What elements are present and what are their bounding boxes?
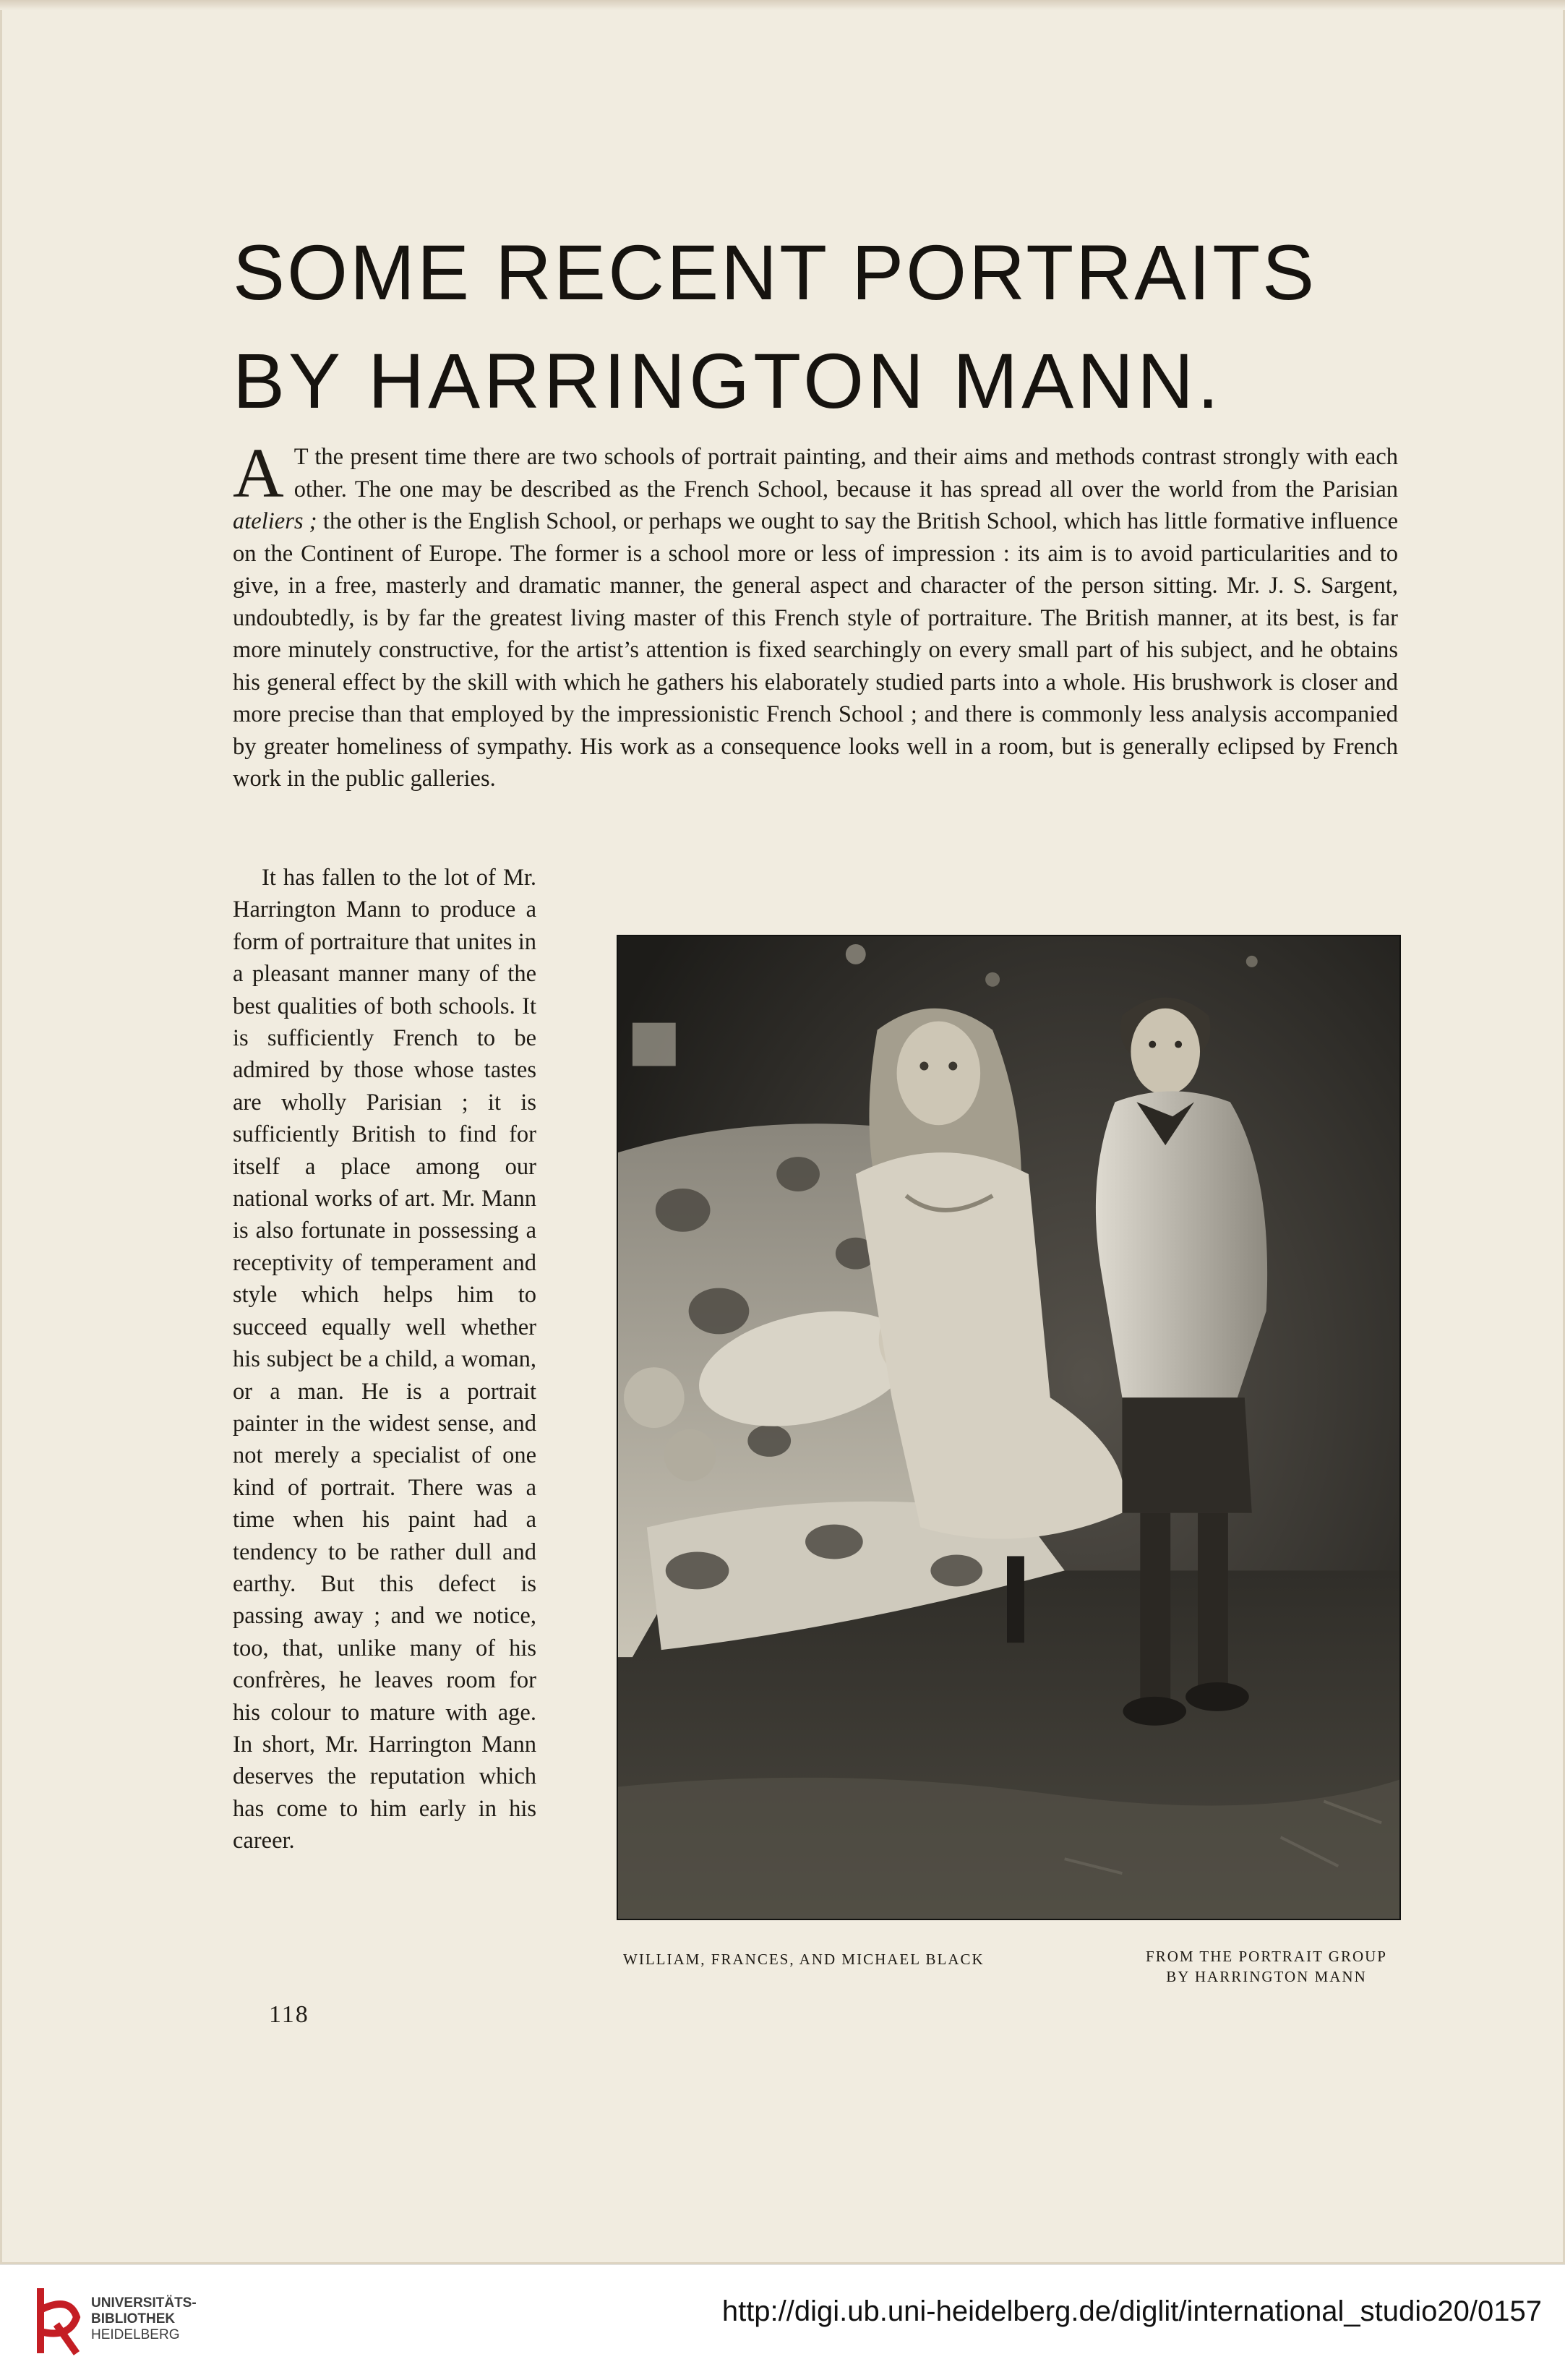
drop-cap: A — [233, 435, 284, 513]
article-title-line-1: SOME RECENT PORTRAITS — [233, 228, 1317, 316]
body-column-text: It has fallen to the lot of Mr. Harrington Mann to produce a form of portraiture that unites in a pleasant manner many of the best qualities of both schools. It is sufficiently French to be admired by those whose tastes are wholly Parisian ; it is sufficiently British to find for itself a place among our national works of art. Mr. Mann is also fortunate in possessing a receptivity of temperament and style which helps him to succeed equally well whether his subject be a child, a woman, or a man. He is a portrait painter in the widest sense, and not merely a specialist of one kind of portrait. There was a time when his paint had a tendency to be rather dull and earthy. But this defect is passing away ; and we notice, too, that, unlike many of his confrères, he leaves room for his colour to mature with age. In short, Mr. Harrington Mann deserves the reputation which has come to him early in his career. — [233, 865, 536, 1854]
caption-source-line-1: FROM THE PORTRAIT GROUP — [1146, 1948, 1387, 1965]
intro-paragraph — [233, 435, 1398, 795]
logo-line-3: HEIDELBERG — [91, 2327, 180, 2342]
article-title-line-2: BY HARRINGTON MANN. — [233, 337, 1223, 424]
page-top-edge — [0, 0, 1565, 10]
viewer-footer-bar — [0, 2264, 1565, 2380]
page-number: 118 — [269, 2001, 309, 2028]
caption-source-line-2: BY HARRINGTON MANN — [1166, 1968, 1367, 1985]
logo-line-1: UNIVERSITÄTS- — [91, 2295, 197, 2311]
logo-line-2: BIBLIOTHEK — [91, 2311, 176, 2327]
painting-illustration — [618, 936, 1399, 1919]
caption-sitters: WILLIAM, FRANCES, AND MICHAEL BLACK — [623, 1951, 985, 1968]
permalink-url[interactable]: http://digi.ub.uni-heidelberg.de/diglit/international_studio20/0157 — [721, 2295, 1542, 2327]
library-logo-icon[interactable] — [26, 2281, 87, 2360]
intro-text-part-2: the other is the English School, or perhaps we ought to say the British School, which has little formative influence on the Continent of Europe. The former is a school more or less of impression : its aim is to avoid particularities and to give, in a free, masterly and dramatic manner, the general aspect and character of the person sitting. Mr. J. S. Sargent, undoubtedly, is by far the greatest living master of this French style of portraiture. The British manner, at its best, is far more minutely constructive, for the artist’s attention is fixed searchingly on every small part of his subject, and he obtains his general effect by the skill with which he gathers his elaborately studied parts into a whole. His brushwork is closer and more precise than that employed by the impressionistic French School ; and there is commonly less analysis accompanied by greater homeliness of sympathy. His work as a consequence looks well in a room, but is generally eclipsed by French work in the public galleries. — [233, 508, 1398, 792]
article-title — [233, 218, 1404, 435]
library-logo-text — [91, 2295, 197, 2343]
caption-source — [1122, 1946, 1411, 1987]
intro-text-part-1: T the present time there are two schools of portrait painting, and their aims and methods contrast strongly with each other. The one may be described as the French School, because it has spread all over the world from the Parisian — [293, 444, 1398, 502]
portrait-painting-image — [617, 935, 1401, 1920]
intro-italic-word: ateliers ; — [233, 508, 317, 534]
